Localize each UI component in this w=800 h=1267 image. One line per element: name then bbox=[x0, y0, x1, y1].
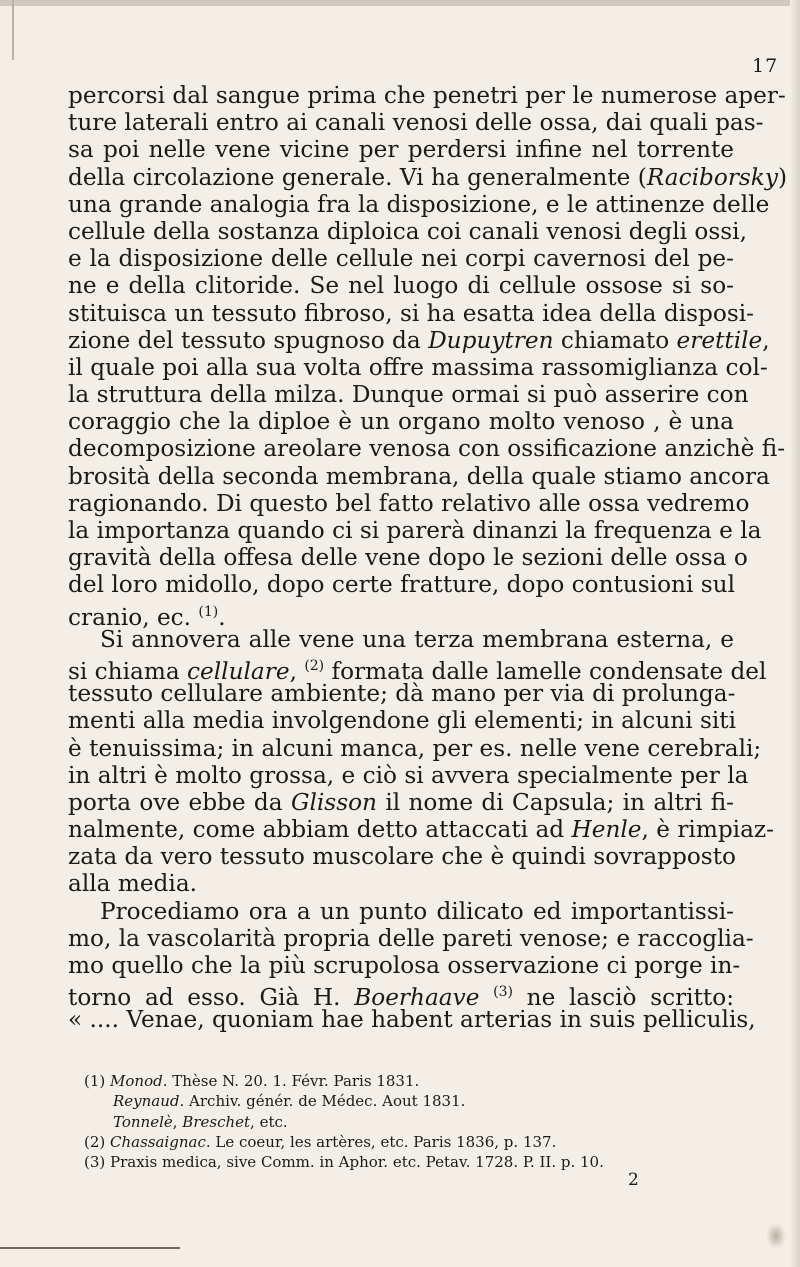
text-line: il quale poi alla sua volta offre massima rassomiglianza col- bbox=[68, 353, 768, 381]
text-line: torno ad esso. Già H. Boerhaave $^{(3)}$ ne lasciò scritto: bbox=[68, 984, 735, 1012]
text-line: alla media. bbox=[68, 870, 198, 898]
footnote: Reynaud. Archiv. génér. de Médec. Aout 1831. bbox=[113, 1092, 466, 1111]
author-name: Boerhaave bbox=[354, 984, 480, 1012]
text-line: zione del tessuto spugnoso da Dupuytren chiamato erettile, bbox=[68, 326, 770, 354]
text-line: zata da vero tessuto muscolare che è quindi sovrapposto bbox=[68, 843, 736, 871]
text-line: sa poi nelle vene vicine per perdersi infine nel torrente bbox=[68, 136, 734, 164]
footnote-ref: (3) bbox=[493, 984, 513, 1001]
text-line: stituisca un tessuto fibroso, si ha esatta idea della disposi- bbox=[68, 299, 754, 327]
author-name: Dupuytren bbox=[428, 326, 554, 354]
text-line: si chiama cellulare, $^{(2)}$ formata dalle lamelle condensate del bbox=[68, 657, 767, 685]
text-line: in altri è molto grossa, e ciò si avvera specialmente per la bbox=[68, 761, 749, 789]
text-line: brosità della seconda membrana, della quale stiamo ancora bbox=[68, 462, 770, 490]
footnote: (3) Praxis medica, sive Comm. in Aphor. etc. Petav. 1728. P. II. p. 10. bbox=[84, 1153, 604, 1172]
text-line: cranio, ec. $^{(1)}$. bbox=[68, 603, 226, 631]
text-line: coraggio che la diploe è un organo molto venoso , è una bbox=[68, 408, 734, 436]
text-line: Si annovera alle vene una terza membrana esterna, e bbox=[100, 625, 734, 653]
text-line: cellule della sostanza diploica coi canali venosi degli ossi, bbox=[68, 217, 747, 245]
text-line: porta ove ebbe da Glisson il nome di Capsula; in altri fi- bbox=[68, 788, 735, 816]
text-line: della circolazione generale. Vi ha generalmente (Raciborsky) bbox=[68, 163, 787, 191]
footnote-ref: (2) bbox=[304, 657, 325, 674]
footnote: (2) Chassaignac. Le coeur, les artères, etc. Paris 1836, p. 137. bbox=[84, 1132, 557, 1151]
footnote: Tonnelè, Breschet, etc. bbox=[113, 1112, 288, 1131]
text-line: nalmente, come abbiam detto attaccati ad Henle, è rimpiaz- bbox=[68, 816, 774, 844]
footnote-ref: (1) bbox=[198, 603, 219, 620]
footnote: (1) Monod. Thèse N. 20. 1. Févr. Paris 1831. bbox=[84, 1072, 420, 1090]
term: erettile bbox=[676, 326, 763, 354]
author-name: Henle bbox=[571, 816, 642, 844]
footnotes bbox=[84, 1071, 724, 1172]
page-top-edge bbox=[0, 0, 800, 6]
text-line: percorsi dal sangue prima che penetri per le numerose aper- bbox=[68, 82, 786, 109]
text-line: ragionando. Di questo bel fatto relativo alle ossa vedremo bbox=[68, 489, 750, 517]
page-bottom-rule bbox=[0, 1247, 180, 1249]
text-line: mo quello che la più scrupolosa osservazione ci porge in- bbox=[68, 952, 741, 979]
paper-stain bbox=[766, 1223, 786, 1249]
text-line: mo, la vascolarità propria delle pareti venose; e raccoglia- bbox=[68, 924, 754, 952]
signature-mark: 2 bbox=[628, 1170, 639, 1190]
text-line: tessuto cellulare ambiente; dà mano per via di prolunga- bbox=[68, 680, 736, 708]
page-right-edge bbox=[790, 0, 800, 1267]
body-text bbox=[68, 82, 787, 1034]
text-line: ture laterali entro ai canali venosi delle ossa, dai quali pas- bbox=[68, 109, 764, 137]
page-binding-edge bbox=[12, 0, 14, 60]
term: cellulare bbox=[187, 657, 290, 685]
text-line: e la disposizione delle cellule nei corpi cavernosi del pe- bbox=[68, 245, 734, 273]
text-line: la importanza quando ci si parerà dinanzi la frequenza e la bbox=[68, 517, 762, 544]
text-line: decomposizione areolare venosa con ossificazione anzichè fi- bbox=[68, 435, 786, 463]
text-line: menti alla media involgendone gli elementi; in alcuni siti bbox=[68, 707, 737, 735]
text-line: gravità della offesa delle vene dopo le sezioni delle ossa o bbox=[68, 544, 748, 572]
text-line: la struttura della milza. Dunque ormai si può asserire con bbox=[68, 381, 749, 409]
author-name: Glisson bbox=[290, 788, 377, 816]
text-line: del loro midollo, dopo certe fratture, dopo contusioni sul bbox=[68, 571, 736, 599]
page-number: 17 bbox=[752, 55, 779, 77]
text-line: una grande analogia fra la disposizione, e le attinenze delle bbox=[68, 190, 770, 218]
text-line: è tenuissima; in alcuni manca, per es. nelle vene cerebrali; bbox=[68, 734, 762, 762]
text-line: Procediamo ora a un punto dilicato ed importantissi- bbox=[100, 897, 734, 925]
text-line: « .... Venae, quoniam hae habent arterias in suis pelliculis, bbox=[68, 1006, 756, 1034]
author-name: Raciborsky bbox=[646, 163, 778, 191]
text-line: ne e della clitoride. Se nel luogo di cellule ossose si so- bbox=[68, 272, 734, 300]
